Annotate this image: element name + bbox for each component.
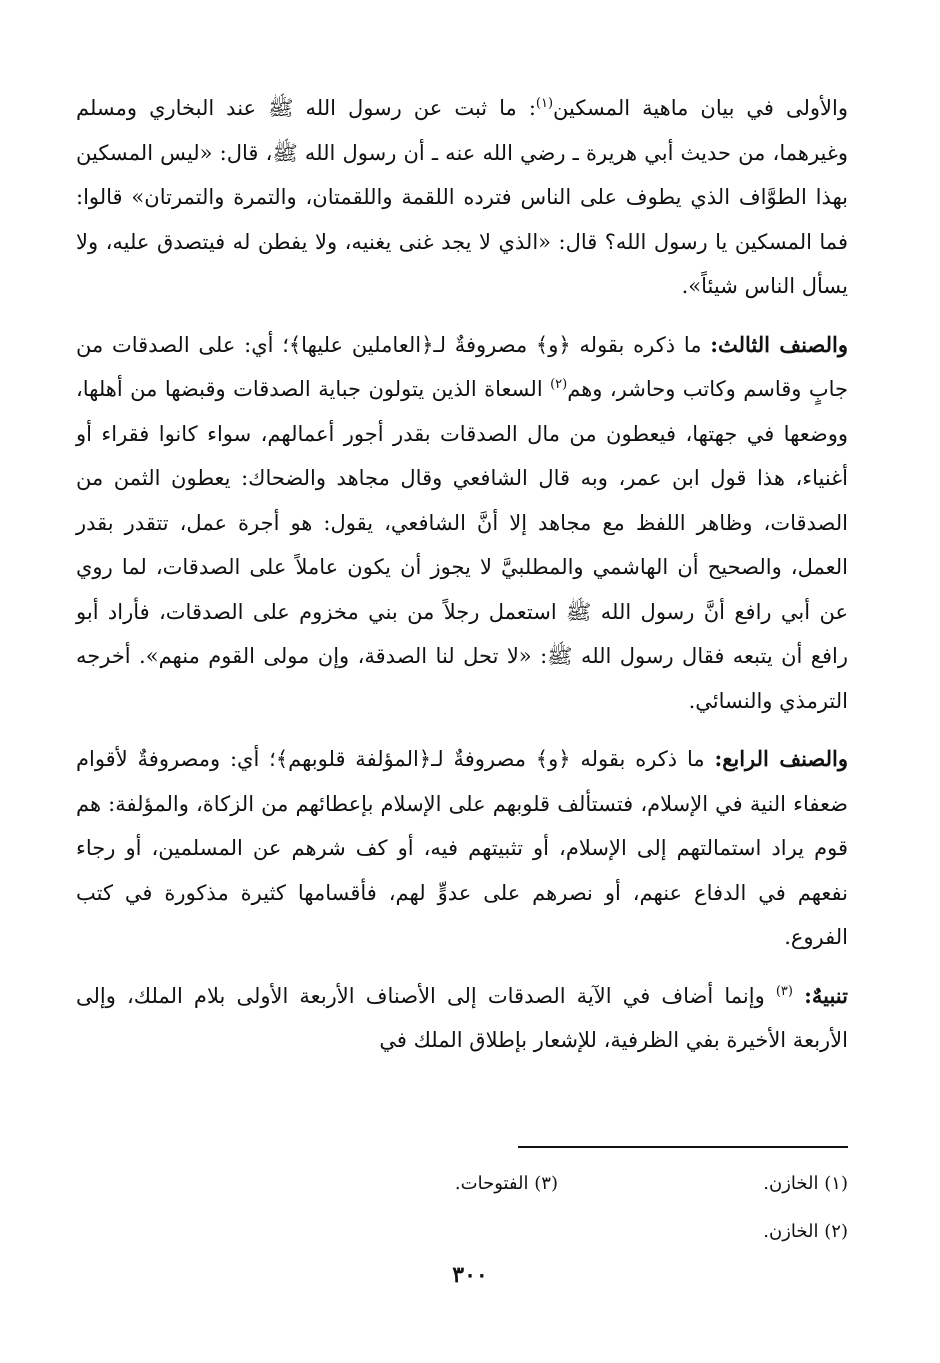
paragraph-text: : ما ثبت عن رسول الله ﷺ عند البخاري ومسلم وغيرهما، من حديث أبي هريرة ـ رضي الله عنه ـ أن رسول الله ﷺ، قال: «ليس المسكين بهذا الطوَّاف الذي يطوف على الناس فترده اللقمة واللقمتان، والتمرة والتمرتان» قالوا: فما المسكين يا رسول الله؟ قال: «الذي لا يجد غنى يغنيه، ولا يفطن له فيتصدق عليه، ولا يسأل الناس شيئاً». <box>76 96 848 298</box>
paragraph-lead: والصنف الرابع: <box>714 746 848 771</box>
footnote-item <box>558 1208 848 1256</box>
paragraph-text: ما ذكره بقوله ﴿و﴾ مصروفةٌ لـ﴿العاملين عليها﴾؛ أي: على الصدقات من جابٍ وقاسم وكاتب وحاشر، وهم <box>76 332 848 401</box>
page-number: ٣٠٠ <box>452 1262 488 1288</box>
paragraph-note <box>76 974 848 1063</box>
paragraph-text: والأولى في بيان ماهية المسكين <box>553 96 848 120</box>
paragraph-third-category <box>76 323 848 724</box>
footnotes <box>76 1160 848 1256</box>
footnote-item <box>268 1160 558 1208</box>
paragraph-fourth-category <box>76 737 848 960</box>
paragraph-text: ما ذكره بقوله ﴿و﴾ مصروفةٌ لـ﴿المؤلفة قلوبهم﴾؛ أي: ومصروفةٌ لأقوام ضعفاء النية في الإسلام، فتستألف قلوبهم على الإسلام بإعطائهم من الزكاة، والمؤلفة: هم قوم يراد استمالتهم إلى الإسلام، أو تثبيتهم فيه، أو كف شرهم عن المسلمين، أو رجاء نفعهم في الدفاع عنهم، أو نصرهم على عدوٍّ لهم، فأقسامها كثيرة مذكورة في كتب الفروع. <box>76 747 848 949</box>
paragraph-miskin <box>76 86 848 309</box>
footnote-item <box>558 1160 848 1208</box>
paragraph-text: السعاة الذين يتولون جباية الصدقات وقبضها من أهلها، ووضعها في جهتها، فيعطون من مال الصدقات بقدر أجور أعمالهم، سواء كانوا فقراء أو أغنياء، هذا قول ابن عمر، وبه قال الشافعي وقال مجاهد والضحاك: يعطون الثمن من الصدقات، وظاهر اللفظ مع مجاهد إلا أنَّ الشافعي، يقول: هو أجرة عمل، تتقدر بقدر العمل، والصحيح أن الهاشمي والمطلبيَّ لا يجوز أن يكون عاملاً على الصدقات، لما روي عن أبي رافع أنَّ رسول الله ﷺ استعمل رجلاً من بني مخزوم على الصدقات، فأراد أبو رافع أن يتبعه فقال رسول الله ﷺ: «لا تحل لنا الصدقة، وإن مولى القوم منهم». أخرجه الترمذي والنسائي. <box>76 377 848 713</box>
footnote-ref: (٢) <box>550 377 568 392</box>
footnote-ref: (١) <box>535 96 554 111</box>
footnote-row <box>76 1160 848 1208</box>
paragraph-text: وإنما أضاف في الآية الصدقات إلى الأصناف الأربعة الأولى بلام الملك، وإلى الأربعة الأخيرة بفي الظرفية، للإشعار بإطلاق الملك في <box>76 983 848 1052</box>
paragraph-text <box>793 984 804 1008</box>
footnote-row <box>76 1208 848 1256</box>
footnote-ref: (٣) <box>775 983 793 999</box>
paragraph-lead: والصنف الثالث: <box>710 331 848 357</box>
footnote-number: (٢) <box>824 1221 848 1242</box>
footnote-divider <box>518 1146 848 1148</box>
footnote-text: الخازن. <box>763 1173 819 1194</box>
footnote-text: الفتوحات. <box>454 1173 529 1194</box>
footnote-text: الخازن. <box>763 1221 819 1242</box>
footnote-number: (٣) <box>534 1173 558 1194</box>
footnote-number: (١) <box>824 1173 848 1194</box>
paragraph-lead: تنبيهٌ: <box>804 982 848 1008</box>
